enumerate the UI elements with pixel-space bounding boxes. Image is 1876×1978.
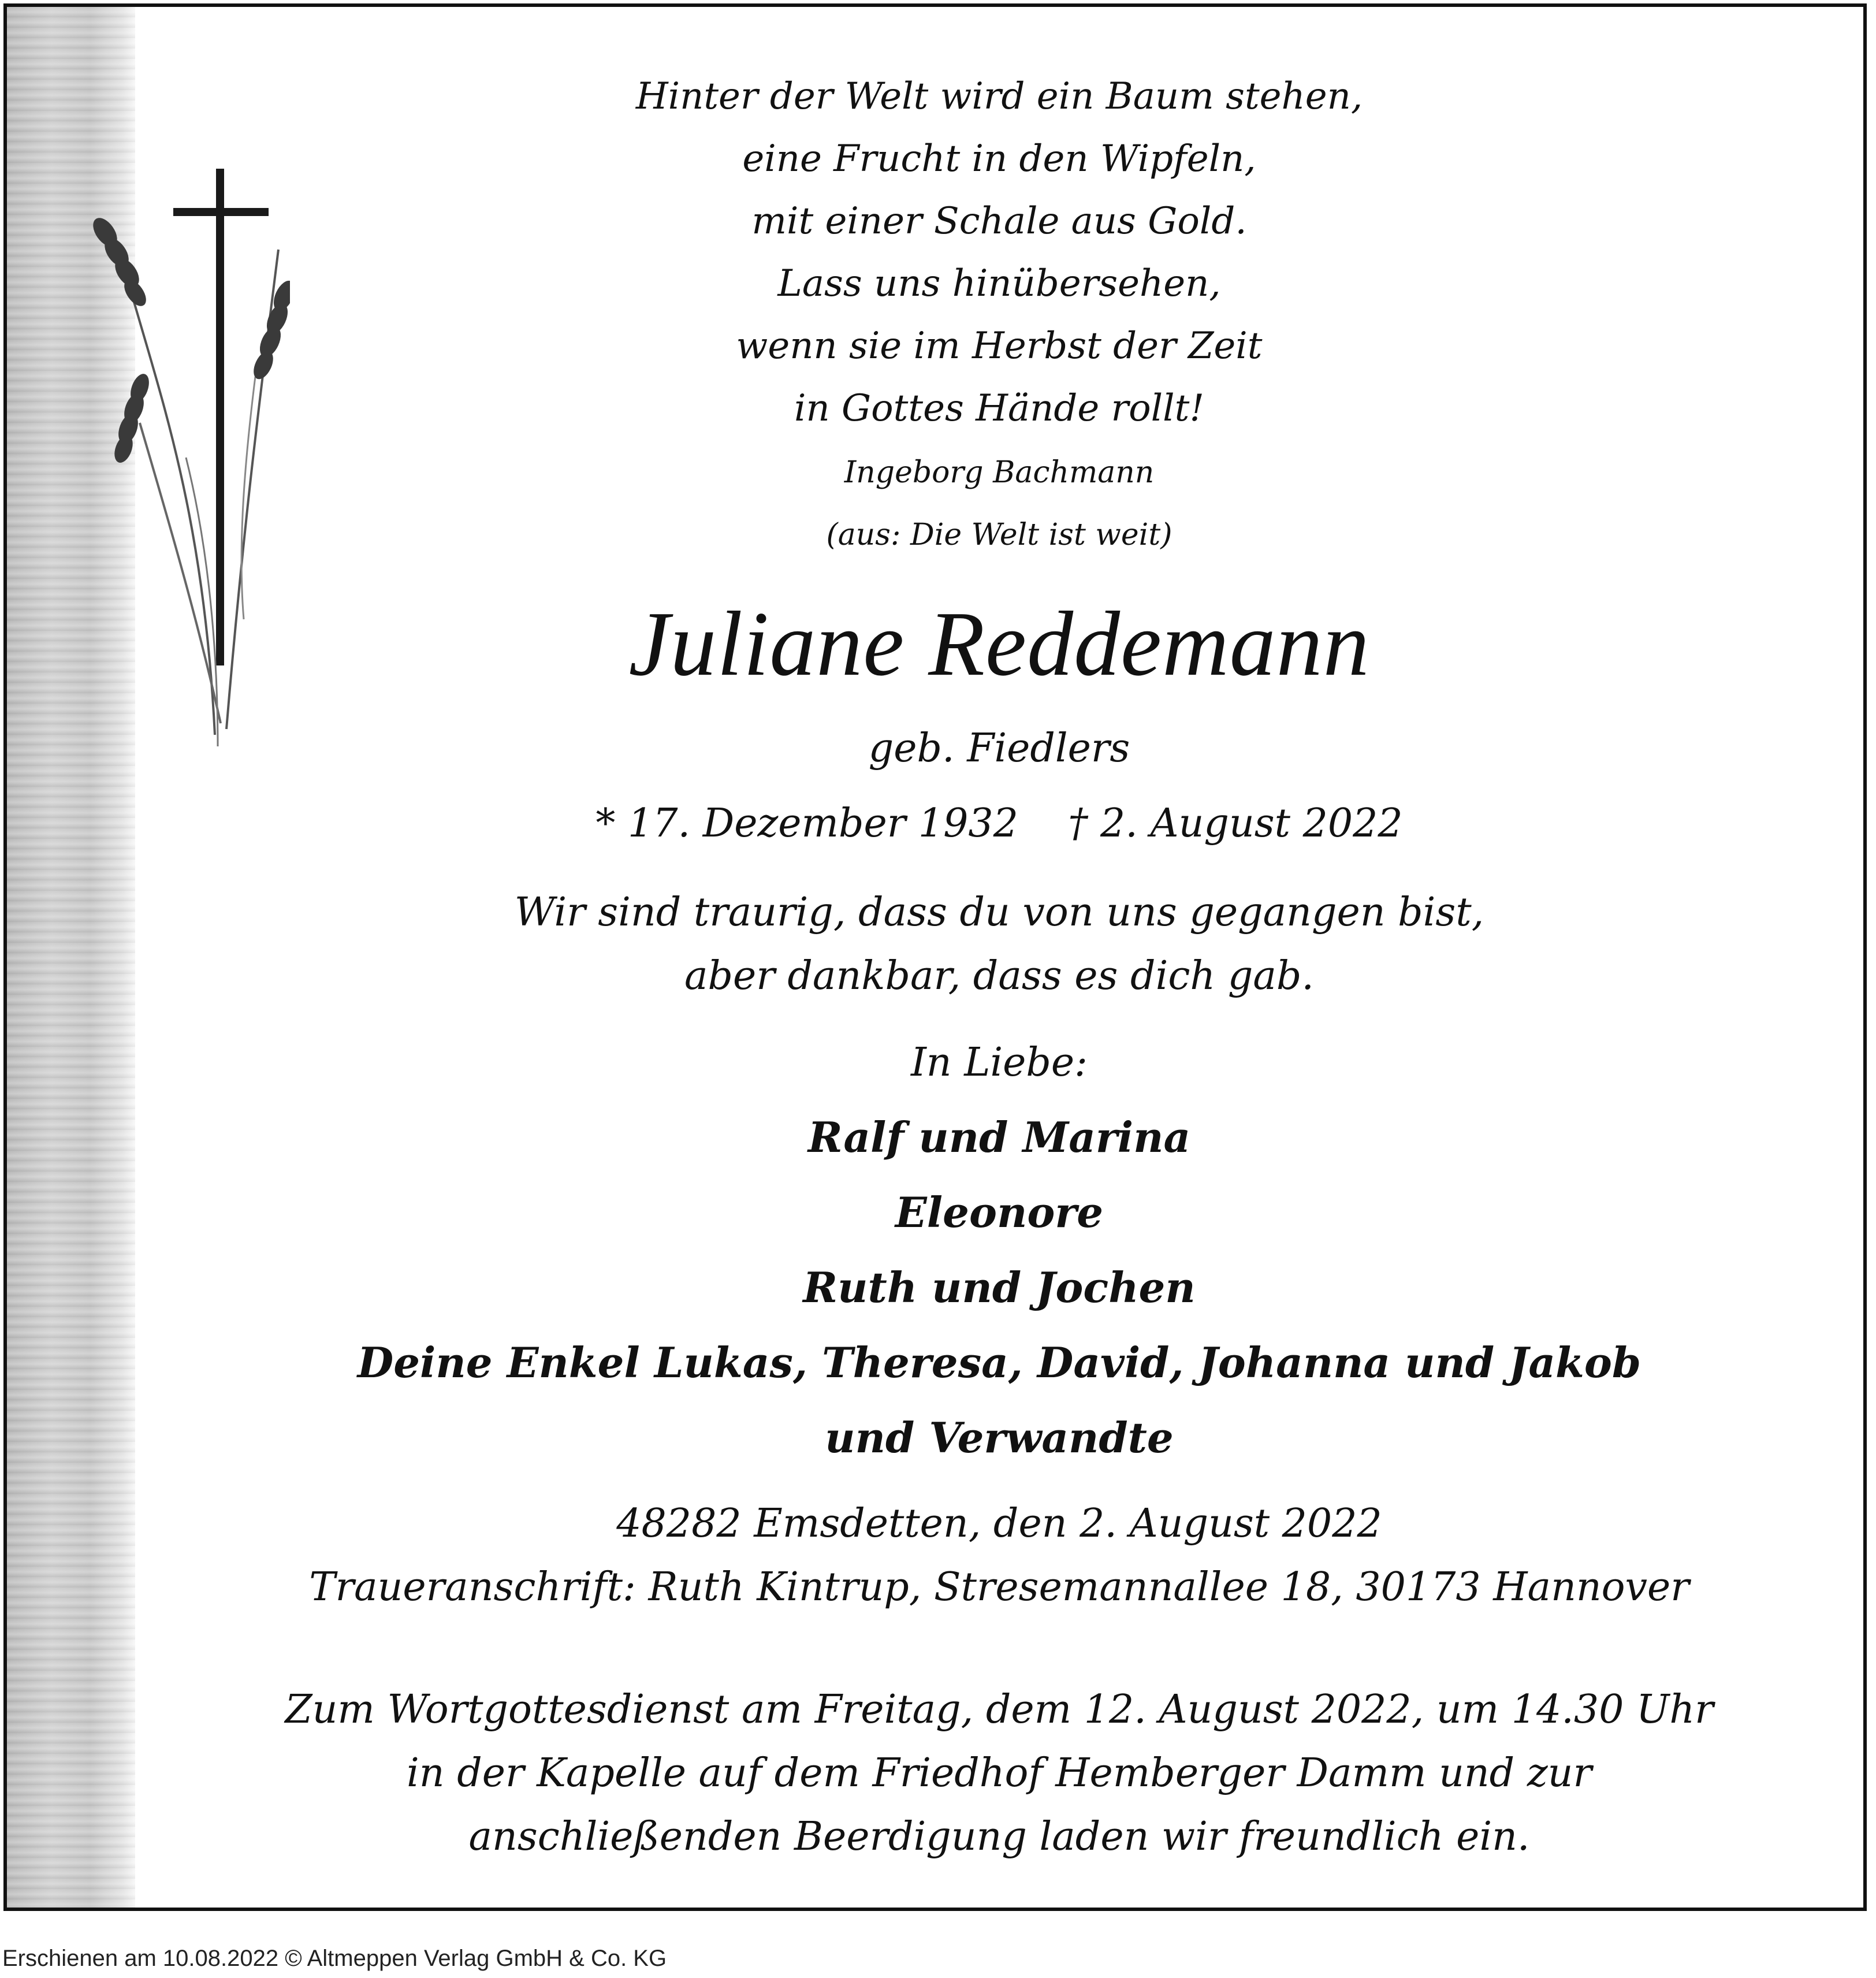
service-line: anschließenden Beerdigung laden wir freundlich ein. bbox=[468, 1814, 1530, 1860]
service-line: in der Kapelle auf dem Friedhof Hemberger Damm und zur bbox=[407, 1750, 1592, 1796]
mourning-address: Traueranschrift: Ruth Kintrup, Stresemannallee 18, 30173 Hannover bbox=[309, 1564, 1689, 1610]
place-date: 48282 Emsdetten, den 2. August 2022 bbox=[616, 1501, 1382, 1546]
poem-source: (aus: Die Welt ist weit) bbox=[826, 518, 1172, 552]
poem-author: Ingeborg Bachmann bbox=[844, 455, 1155, 490]
mourners-intro: In Liebe: bbox=[910, 1040, 1088, 1085]
poem-line: in Gottes Hände rollt! bbox=[794, 387, 1205, 430]
mourner-name: Eleonore bbox=[895, 1188, 1104, 1237]
mourner-name: Deine Enkel Lukas, Theresa, David, Johanna und Jakob bbox=[357, 1338, 1642, 1387]
life-dates: * 17. Dezember 1932 † 2. August 2022 bbox=[595, 801, 1403, 846]
poem-line: Lass uns hinübersehen, bbox=[777, 262, 1221, 305]
mourner-name: Ralf und Marina bbox=[807, 1113, 1191, 1162]
mourner-name: und Verwandte bbox=[825, 1413, 1174, 1462]
maiden-name: geb. Fiedlers bbox=[868, 726, 1130, 771]
message-line: Wir sind traurig, dass du von uns gegangen bist, bbox=[514, 890, 1484, 935]
poem-line: mit einer Schale aus Gold. bbox=[751, 200, 1247, 243]
mourner-name: Ruth und Jochen bbox=[803, 1263, 1196, 1312]
poem-line: Hinter der Welt wird ein Baum stehen, bbox=[635, 75, 1363, 118]
deceased-name: Juliane Reddemann bbox=[628, 592, 1370, 695]
publication-footer: Erschienen am 10.08.2022 © Altmeppen Verlag GmbH & Co. KG bbox=[2, 1946, 667, 1971]
obituary-frame bbox=[3, 3, 1867, 1911]
message-line: aber dankbar, dass es dich gab. bbox=[684, 953, 1315, 999]
obituary-content bbox=[135, 7, 1863, 1908]
poem-line: eine Frucht in den Wipfeln, bbox=[742, 137, 1256, 180]
service-line: Zum Wortgottesdienst am Freitag, dem 12. August 2022, um 14.30 Uhr bbox=[285, 1687, 1714, 1732]
poem-line: wenn sie im Herbst der Zeit bbox=[736, 325, 1263, 367]
